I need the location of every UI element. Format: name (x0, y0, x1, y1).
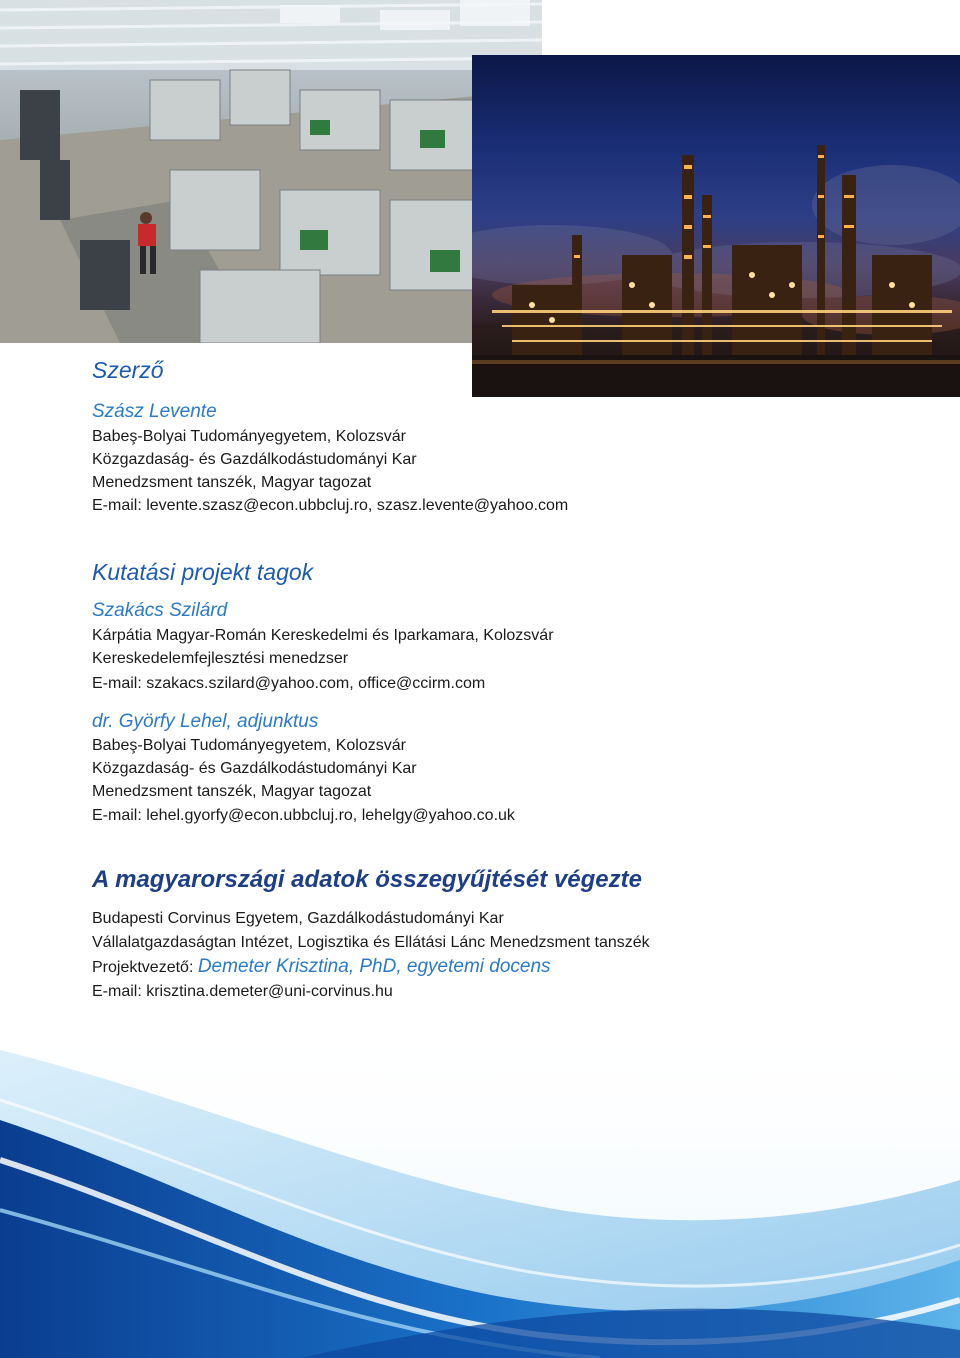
member-name: Szakács Szilárd (92, 600, 228, 621)
member-department: Menedzsment tanszék, Magyar tagozat (92, 783, 372, 800)
project-leader-name: Demeter Krisztina, PhD, egyetemi docens (197, 956, 551, 977)
member-affiliation: Babeş-Bolyai Tudományegyetem, Kolozsvár (92, 737, 406, 754)
data-collection-heading: A magyarországi adatok összegyűjtését végezte (92, 866, 642, 893)
author-affiliation: Babeş-Bolyai Tudományegyetem, Kolozsvár (92, 428, 406, 445)
member-role: Kereskedelemfejlesztési menedzser (92, 650, 349, 667)
blue-wave-decoration (0, 1010, 960, 1358)
project-leader-email: E-mail: krisztina.demeter@uni-corvinus.hu (92, 983, 393, 1000)
project-leader-label: Projektvezető: (92, 959, 198, 976)
member-affiliation: Kárpátia Magyar-Román Kereskedelmi és Iparkamara, Kolozsvár (92, 627, 554, 644)
project-leader-line (92, 956, 551, 978)
author-faculty: Közgazdaság- és Gazdálkodástudományi Kar (92, 451, 417, 468)
author-heading: Szerző (92, 357, 164, 383)
factory-hall-photo (0, 0, 542, 343)
refinery-night-photo (472, 55, 960, 397)
institute-line: Vállalatgazdaságtan Intézet, Logisztika és Ellátási Lánc Menedzsment tanszék (92, 934, 650, 951)
member-faculty: Közgazdaság- és Gazdálkodástudományi Kar (92, 760, 417, 777)
member-email: E-mail: lehel.gyorfy@econ.ubbcluj.ro, lehelgy@yahoo.co.uk (92, 807, 515, 824)
university-line: Budapesti Corvinus Egyetem, Gazdálkodástudományi Kar (92, 910, 504, 927)
author-department: Menedzsment tanszék, Magyar tagozat (92, 474, 372, 491)
author-email: E-mail: levente.szasz@econ.ubbcluj.ro, szasz.levente@yahoo.com (92, 497, 569, 514)
member-name: dr. Györfy Lehel, adjunktus (92, 711, 319, 732)
member-email: E-mail: szakacs.szilard@yahoo.com, office@ccirm.com (92, 675, 486, 692)
author-name: Szász Levente (92, 401, 217, 422)
project-members-heading: Kutatási projekt tagok (92, 559, 314, 585)
